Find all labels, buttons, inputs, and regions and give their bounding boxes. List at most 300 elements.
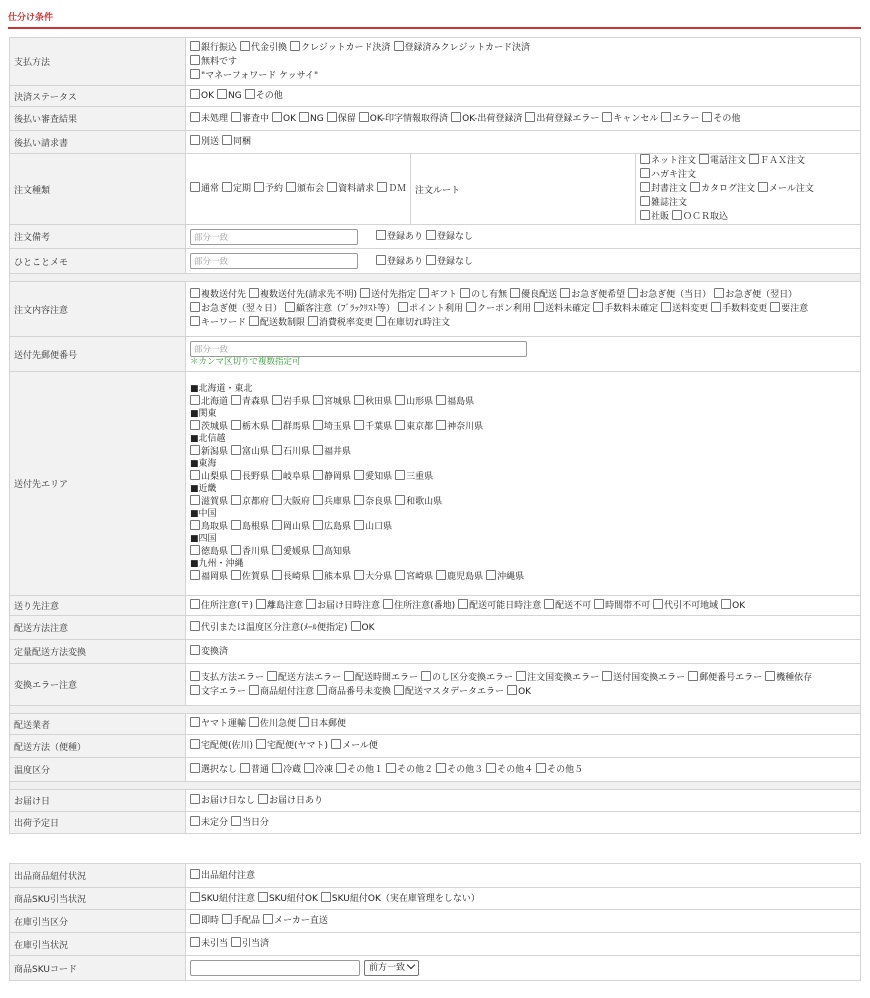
checkbox-icon[interactable] xyxy=(272,420,282,430)
checkbox-option[interactable] xyxy=(466,302,531,316)
checkbox-option[interactable] xyxy=(672,210,728,224)
checkbox-icon[interactable] xyxy=(398,302,408,312)
checkbox-option[interactable] xyxy=(534,302,590,316)
checkbox-option[interactable] xyxy=(190,717,246,731)
checkbox-icon[interactable] xyxy=(436,395,446,405)
checkbox-icon[interactable] xyxy=(190,869,200,879)
checkbox-icon[interactable] xyxy=(190,937,200,947)
checkbox-option[interactable] xyxy=(190,914,219,928)
checkbox-icon[interactable] xyxy=(190,794,200,804)
checkbox-icon[interactable] xyxy=(190,545,200,555)
checkbox-icon[interactable] xyxy=(354,470,364,480)
checkbox-icon[interactable] xyxy=(190,645,200,655)
checkbox-option[interactable] xyxy=(321,892,480,906)
checkbox-icon[interactable] xyxy=(702,112,712,122)
checkbox-icon[interactable] xyxy=(190,495,200,505)
checkbox-icon[interactable] xyxy=(544,599,554,609)
checkbox-icon[interactable] xyxy=(394,685,404,695)
checkbox-icon[interactable] xyxy=(249,685,259,695)
checkbox-icon[interactable] xyxy=(510,288,520,298)
checkbox-option[interactable] xyxy=(711,302,767,316)
checkbox-icon[interactable] xyxy=(272,445,282,455)
checkbox-icon[interactable] xyxy=(383,599,393,609)
checkbox-icon[interactable] xyxy=(190,135,200,145)
checkbox-option[interactable] xyxy=(640,154,696,168)
checkbox-option[interactable] xyxy=(653,599,718,613)
checkbox-option[interactable] xyxy=(222,914,260,928)
checkbox-option[interactable] xyxy=(222,135,251,149)
checkbox-option[interactable] xyxy=(313,570,351,584)
checkbox-option[interactable] xyxy=(376,316,450,330)
checkbox-icon[interactable] xyxy=(395,420,405,430)
checkbox-icon[interactable] xyxy=(458,599,468,609)
checkbox-icon[interactable] xyxy=(395,570,405,580)
checkbox-option[interactable] xyxy=(436,570,483,584)
checkbox-icon[interactable] xyxy=(190,112,200,122)
checkbox-option[interactable] xyxy=(690,182,755,196)
checkbox-option[interactable] xyxy=(460,288,507,302)
checkbox-option[interactable] xyxy=(383,599,455,613)
checkbox-option[interactable] xyxy=(436,763,483,777)
checkbox-icon[interactable] xyxy=(436,570,446,580)
checkbox-option[interactable] xyxy=(507,685,531,699)
checkbox-option[interactable] xyxy=(272,763,301,777)
checkbox-option[interactable] xyxy=(451,112,522,126)
checkbox-option[interactable] xyxy=(231,395,269,409)
checkbox-icon[interactable] xyxy=(749,154,759,164)
checkbox-icon[interactable] xyxy=(426,255,436,265)
checkbox-option[interactable] xyxy=(419,288,457,302)
checkbox-option[interactable] xyxy=(354,395,392,409)
checkbox-icon[interactable] xyxy=(354,570,364,580)
order-note-input[interactable]: 部分一致 xyxy=(190,229,358,245)
checkbox-option[interactable] xyxy=(258,892,318,906)
checkbox-option[interactable] xyxy=(426,255,473,269)
checkbox-icon[interactable] xyxy=(714,288,724,298)
checkbox-icon[interactable] xyxy=(222,135,232,145)
checkbox-icon[interactable] xyxy=(377,182,387,192)
checkbox-option[interactable] xyxy=(249,288,357,302)
checkbox-option[interactable] xyxy=(256,599,303,613)
checkbox-option[interactable] xyxy=(544,599,591,613)
checkbox-icon[interactable] xyxy=(190,520,200,530)
checkbox-icon[interactable] xyxy=(190,570,200,580)
checkbox-option[interactable] xyxy=(190,671,264,685)
checkbox-icon[interactable] xyxy=(466,302,476,312)
checkbox-icon[interactable] xyxy=(386,763,396,773)
checkbox-option[interactable] xyxy=(516,671,599,685)
checkbox-icon[interactable] xyxy=(285,302,295,312)
checkbox-option[interactable] xyxy=(240,41,287,55)
checkbox-icon[interactable] xyxy=(354,495,364,505)
checkbox-icon[interactable] xyxy=(313,570,323,580)
checkbox-icon[interactable] xyxy=(249,288,259,298)
checkbox-icon[interactable] xyxy=(190,182,200,192)
checkbox-icon[interactable] xyxy=(672,210,682,220)
checkbox-icon[interactable] xyxy=(190,739,200,749)
checkbox-icon[interactable] xyxy=(317,685,327,695)
checkbox-icon[interactable] xyxy=(272,570,282,580)
checkbox-icon[interactable] xyxy=(231,395,241,405)
checkbox-icon[interactable] xyxy=(436,420,446,430)
checkbox-icon[interactable] xyxy=(263,914,273,924)
checkbox-icon[interactable] xyxy=(231,470,241,480)
postal-input[interactable]: 部分一致 xyxy=(190,341,527,357)
checkbox-icon[interactable] xyxy=(190,599,200,609)
checkbox-icon[interactable] xyxy=(231,520,241,530)
checkbox-option[interactable] xyxy=(190,621,348,635)
checkbox-icon[interactable] xyxy=(222,182,232,192)
checkbox-option[interactable] xyxy=(258,794,323,808)
checkbox-option[interactable] xyxy=(395,570,433,584)
checkbox-option[interactable] xyxy=(398,302,463,316)
checkbox-option[interactable] xyxy=(190,599,253,613)
checkbox-option[interactable] xyxy=(190,520,228,534)
checkbox-option[interactable] xyxy=(640,210,669,224)
checkbox-icon[interactable] xyxy=(640,182,650,192)
checkbox-option[interactable] xyxy=(426,230,473,244)
checkbox-option[interactable] xyxy=(313,420,351,434)
checkbox-option[interactable] xyxy=(421,671,513,685)
checkbox-icon[interactable] xyxy=(190,621,200,631)
checkbox-option[interactable] xyxy=(190,420,228,434)
checkbox-option[interactable] xyxy=(351,621,375,635)
checkbox-option[interactable] xyxy=(231,570,269,584)
checkbox-option[interactable] xyxy=(245,89,283,103)
checkbox-option[interactable] xyxy=(190,570,228,584)
checkbox-option[interactable] xyxy=(272,545,310,559)
checkbox-icon[interactable] xyxy=(516,671,526,681)
checkbox-icon[interactable] xyxy=(256,599,266,609)
checkbox-option[interactable] xyxy=(190,794,255,808)
checkbox-icon[interactable] xyxy=(394,41,404,51)
checkbox-option[interactable] xyxy=(436,420,483,434)
checkbox-icon[interactable] xyxy=(354,420,364,430)
checkbox-icon[interactable] xyxy=(304,763,314,773)
checkbox-option[interactable] xyxy=(354,520,392,534)
checkbox-option[interactable] xyxy=(395,495,442,509)
checkbox-icon[interactable] xyxy=(699,154,709,164)
checkbox-icon[interactable] xyxy=(190,685,200,695)
checkbox-icon[interactable] xyxy=(602,112,612,122)
checkbox-icon[interactable] xyxy=(486,570,496,580)
checkbox-option[interactable] xyxy=(327,182,374,196)
checkbox-icon[interactable] xyxy=(299,112,309,122)
checkbox-option[interactable] xyxy=(359,112,448,126)
checkbox-option[interactable] xyxy=(190,55,237,69)
checkbox-option[interactable] xyxy=(272,420,310,434)
memo-input[interactable]: 部分一致 xyxy=(190,253,358,269)
checkbox-option[interactable] xyxy=(272,470,310,484)
checkbox-option[interactable] xyxy=(395,420,433,434)
checkbox-option[interactable] xyxy=(190,869,255,883)
checkbox-icon[interactable] xyxy=(190,816,200,826)
checkbox-option[interactable] xyxy=(217,89,242,103)
checkbox-icon[interactable] xyxy=(560,288,570,298)
checkbox-icon[interactable] xyxy=(190,41,200,51)
checkbox-option[interactable] xyxy=(190,395,228,409)
checkbox-option[interactable] xyxy=(688,671,762,685)
checkbox-icon[interactable] xyxy=(436,763,446,773)
checkbox-option[interactable] xyxy=(594,599,650,613)
checkbox-icon[interactable] xyxy=(313,520,323,530)
checkbox-icon[interactable] xyxy=(653,599,663,609)
checkbox-option[interactable] xyxy=(190,685,246,699)
checkbox-icon[interactable] xyxy=(507,685,517,695)
checkbox-option[interactable] xyxy=(231,470,269,484)
checkbox-option[interactable] xyxy=(313,545,351,559)
checkbox-icon[interactable] xyxy=(272,545,282,555)
checkbox-icon[interactable] xyxy=(451,112,461,122)
checkbox-option[interactable] xyxy=(190,892,255,906)
checkbox-icon[interactable] xyxy=(327,182,337,192)
checkbox-option[interactable] xyxy=(593,302,658,316)
checkbox-icon[interactable] xyxy=(299,717,309,727)
checkbox-option[interactable] xyxy=(231,420,269,434)
checkbox-option[interactable] xyxy=(327,112,356,126)
checkbox-option[interactable] xyxy=(190,41,237,55)
checkbox-option[interactable] xyxy=(190,937,228,951)
checkbox-icon[interactable] xyxy=(359,112,369,122)
checkbox-option[interactable] xyxy=(306,599,380,613)
checkbox-icon[interactable] xyxy=(321,892,331,902)
checkbox-icon[interactable] xyxy=(640,154,650,164)
checkbox-option[interactable] xyxy=(376,230,423,244)
checkbox-option[interactable] xyxy=(290,41,391,55)
checkbox-option[interactable] xyxy=(190,112,228,126)
checkbox-icon[interactable] xyxy=(190,445,200,455)
checkbox-icon[interactable] xyxy=(688,671,698,681)
checkbox-option[interactable] xyxy=(486,570,524,584)
checkbox-option[interactable] xyxy=(354,420,392,434)
checkbox-option[interactable] xyxy=(299,717,346,731)
checkbox-icon[interactable] xyxy=(308,316,318,326)
checkbox-option[interactable] xyxy=(699,154,746,168)
checkbox-icon[interactable] xyxy=(190,288,200,298)
checkbox-option[interactable] xyxy=(231,520,269,534)
checkbox-option[interactable] xyxy=(376,255,423,269)
checkbox-icon[interactable] xyxy=(245,89,255,99)
checkbox-icon[interactable] xyxy=(190,420,200,430)
checkbox-option[interactable] xyxy=(190,470,228,484)
checkbox-icon[interactable] xyxy=(331,739,341,749)
checkbox-icon[interactable] xyxy=(254,182,264,192)
checkbox-icon[interactable] xyxy=(190,55,200,65)
checkbox-option[interactable] xyxy=(354,495,392,509)
checkbox-option[interactable] xyxy=(344,671,418,685)
checkbox-icon[interactable] xyxy=(256,739,266,749)
checkbox-icon[interactable] xyxy=(419,288,429,298)
checkbox-option[interactable] xyxy=(240,763,269,777)
checkbox-icon[interactable] xyxy=(661,112,671,122)
checkbox-option[interactable] xyxy=(190,445,228,459)
checkbox-option[interactable] xyxy=(313,395,351,409)
checkbox-option[interactable] xyxy=(770,302,808,316)
checkbox-option[interactable] xyxy=(749,154,805,168)
checkbox-option[interactable] xyxy=(190,763,237,777)
checkbox-option[interactable] xyxy=(190,545,228,559)
checkbox-option[interactable] xyxy=(702,112,740,126)
checkbox-option[interactable] xyxy=(231,545,269,559)
checkbox-option[interactable] xyxy=(304,763,333,777)
checkbox-icon[interactable] xyxy=(376,255,386,265)
checkbox-option[interactable] xyxy=(313,470,351,484)
checkbox-option[interactable] xyxy=(765,671,812,685)
checkbox-icon[interactable] xyxy=(272,520,282,530)
checkbox-icon[interactable] xyxy=(421,671,431,681)
checkbox-icon[interactable] xyxy=(628,288,638,298)
checkbox-icon[interactable] xyxy=(272,112,282,122)
checkbox-option[interactable] xyxy=(628,288,711,302)
checkbox-icon[interactable] xyxy=(190,89,200,99)
checkbox-icon[interactable] xyxy=(190,763,200,773)
checkbox-icon[interactable] xyxy=(354,395,364,405)
checkbox-option[interactable] xyxy=(386,763,433,777)
checkbox-option[interactable] xyxy=(661,302,708,316)
checkbox-icon[interactable] xyxy=(190,914,200,924)
checkbox-option[interactable] xyxy=(525,112,599,126)
checkbox-icon[interactable] xyxy=(395,470,405,480)
checkbox-option[interactable] xyxy=(254,182,283,196)
checkbox-icon[interactable] xyxy=(376,316,386,326)
checkbox-icon[interactable] xyxy=(258,794,268,804)
checkbox-icon[interactable] xyxy=(344,671,354,681)
checkbox-option[interactable] xyxy=(263,914,328,928)
checkbox-option[interactable] xyxy=(190,316,246,330)
checkbox-icon[interactable] xyxy=(770,302,780,312)
checkbox-option[interactable] xyxy=(758,182,814,196)
checkbox-option[interactable] xyxy=(190,495,228,509)
checkbox-icon[interactable] xyxy=(231,545,241,555)
checkbox-option[interactable] xyxy=(640,168,696,182)
checkbox-icon[interactable] xyxy=(190,302,200,312)
checkbox-option[interactable] xyxy=(190,645,228,659)
checkbox-option[interactable] xyxy=(395,470,433,484)
checkbox-icon[interactable] xyxy=(426,230,436,240)
checkbox-icon[interactable] xyxy=(536,763,546,773)
checkbox-option[interactable] xyxy=(308,316,373,330)
checkbox-option[interactable] xyxy=(190,89,214,103)
checkbox-option[interactable] xyxy=(640,182,687,196)
checkbox-icon[interactable] xyxy=(602,671,612,681)
checkbox-icon[interactable] xyxy=(525,112,535,122)
checkbox-option[interactable] xyxy=(394,685,504,699)
checkbox-option[interactable] xyxy=(272,570,310,584)
checkbox-option[interactable] xyxy=(272,445,310,459)
checkbox-icon[interactable] xyxy=(354,520,364,530)
checkbox-option[interactable] xyxy=(249,316,305,330)
checkbox-option[interactable] xyxy=(714,288,797,302)
checkbox-icon[interactable] xyxy=(395,495,405,505)
checkbox-icon[interactable] xyxy=(486,763,496,773)
checkbox-icon[interactable] xyxy=(376,230,386,240)
checkbox-icon[interactable] xyxy=(360,288,370,298)
checkbox-icon[interactable] xyxy=(327,112,337,122)
checkbox-icon[interactable] xyxy=(313,445,323,455)
checkbox-option[interactable] xyxy=(640,196,687,210)
checkbox-option[interactable] xyxy=(313,495,351,509)
checkbox-option[interactable] xyxy=(272,395,310,409)
checkbox-icon[interactable] xyxy=(765,671,775,681)
checkbox-icon[interactable] xyxy=(190,892,200,902)
checkbox-icon[interactable] xyxy=(217,89,227,99)
checkbox-icon[interactable] xyxy=(240,41,250,51)
checkbox-icon[interactable] xyxy=(272,470,282,480)
checkbox-icon[interactable] xyxy=(758,182,768,192)
checkbox-icon[interactable] xyxy=(249,717,259,727)
checkbox-icon[interactable] xyxy=(231,112,241,122)
checkbox-option[interactable] xyxy=(272,520,310,534)
checkbox-icon[interactable] xyxy=(286,182,296,192)
checkbox-icon[interactable] xyxy=(231,420,241,430)
checkbox-icon[interactable] xyxy=(190,69,200,79)
checkbox-option[interactable] xyxy=(231,816,269,830)
checkbox-icon[interactable] xyxy=(190,316,200,326)
checkbox-option[interactable] xyxy=(510,288,557,302)
checkbox-option[interactable] xyxy=(486,763,533,777)
checkbox-option[interactable] xyxy=(190,288,246,302)
checkbox-icon[interactable] xyxy=(231,937,241,947)
checkbox-icon[interactable] xyxy=(721,599,731,609)
checkbox-icon[interactable] xyxy=(290,41,300,51)
checkbox-option[interactable] xyxy=(560,288,625,302)
checkbox-icon[interactable] xyxy=(258,892,268,902)
checkbox-icon[interactable] xyxy=(336,763,346,773)
checkbox-icon[interactable] xyxy=(190,671,200,681)
checkbox-icon[interactable] xyxy=(231,816,241,826)
checkbox-option[interactable] xyxy=(249,685,314,699)
checkbox-option[interactable] xyxy=(360,288,416,302)
checkbox-icon[interactable] xyxy=(240,763,250,773)
checkbox-option[interactable] xyxy=(190,302,282,316)
checkbox-icon[interactable] xyxy=(594,599,604,609)
checkbox-option[interactable] xyxy=(222,182,251,196)
checkbox-option[interactable] xyxy=(231,495,269,509)
checkbox-icon[interactable] xyxy=(231,495,241,505)
checkbox-icon[interactable] xyxy=(711,302,721,312)
checkbox-option[interactable] xyxy=(377,182,406,196)
checkbox-option[interactable] xyxy=(256,739,328,753)
checkbox-icon[interactable] xyxy=(313,545,323,555)
checkbox-icon[interactable] xyxy=(249,316,259,326)
checkbox-icon[interactable] xyxy=(534,302,544,312)
checkbox-icon[interactable] xyxy=(640,210,650,220)
checkbox-icon[interactable] xyxy=(351,621,361,631)
checkbox-option[interactable] xyxy=(190,739,253,753)
checkbox-option[interactable] xyxy=(272,112,296,126)
checkbox-option[interactable] xyxy=(267,671,341,685)
checkbox-option[interactable] xyxy=(536,763,583,777)
checkbox-icon[interactable] xyxy=(661,302,671,312)
checkbox-icon[interactable] xyxy=(460,288,470,298)
checkbox-icon[interactable] xyxy=(690,182,700,192)
checkbox-option[interactable] xyxy=(354,470,392,484)
checkbox-option[interactable] xyxy=(231,112,269,126)
match-mode-select[interactable] xyxy=(364,960,419,976)
checkbox-option[interactable] xyxy=(661,112,699,126)
checkbox-icon[interactable] xyxy=(593,302,603,312)
checkbox-icon[interactable] xyxy=(272,763,282,773)
checkbox-icon[interactable] xyxy=(190,470,200,480)
checkbox-icon[interactable] xyxy=(306,599,316,609)
checkbox-option[interactable] xyxy=(190,182,219,196)
checkbox-option[interactable] xyxy=(394,41,531,55)
checkbox-option[interactable] xyxy=(317,685,391,699)
checkbox-option[interactable] xyxy=(458,599,541,613)
checkbox-icon[interactable] xyxy=(231,445,241,455)
checkbox-option[interactable] xyxy=(190,69,318,83)
checkbox-option[interactable] xyxy=(436,395,474,409)
